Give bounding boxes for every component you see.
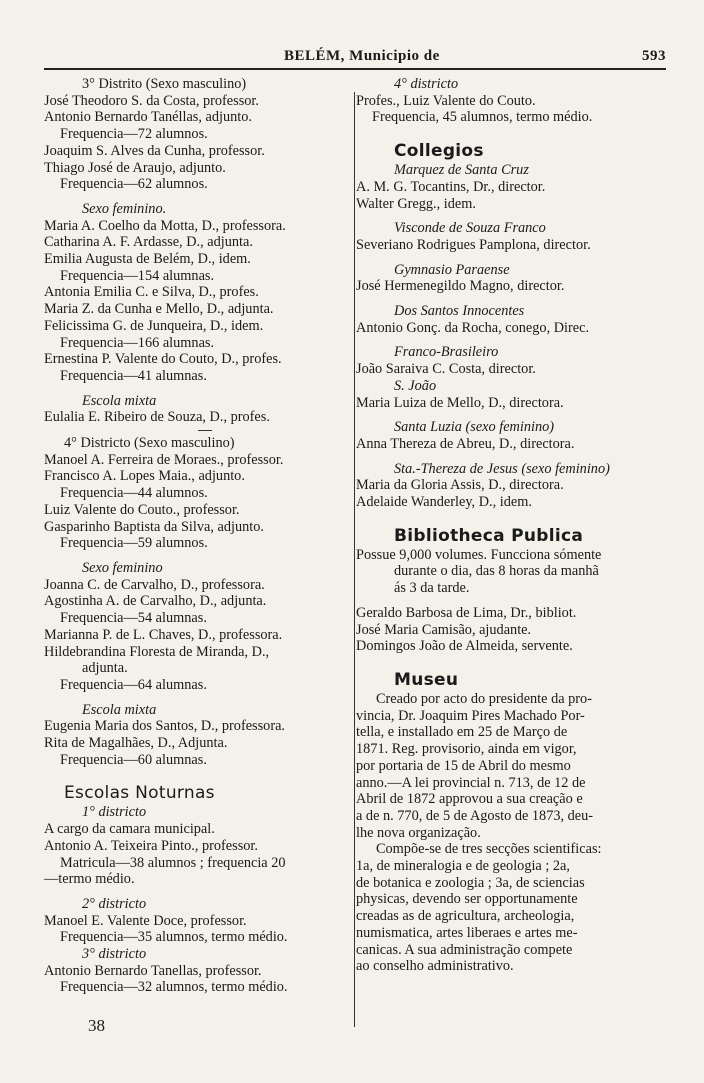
text-line: Adelaide Wanderley, D., idem.	[356, 494, 532, 511]
text-line: de botanica e zoologia ; 3a, de sciencias	[356, 874, 585, 891]
subheading-line: Santa Luzia (sexo feminino)	[394, 419, 555, 436]
text-line: physicas, devendo ser opportunamente	[356, 891, 578, 908]
text-line: Emilia Augusta de Belém, D., idem.	[44, 251, 251, 268]
text-line: Matricula—38 alumnos ; frequencia 20	[60, 854, 286, 871]
spacer	[356, 411, 668, 419]
text-line: Abril de 1872 approvou a sua creação e	[356, 791, 583, 808]
spacer	[44, 385, 362, 393]
text-line: 1871. Reg. provisorio, ainda em vigor,	[356, 741, 577, 758]
spacer	[44, 552, 362, 560]
signature-mark: 38	[88, 1016, 105, 1035]
subheading-line: Escola mixta	[82, 701, 157, 718]
text-line: ás 3 da tarde.	[394, 580, 470, 597]
spacer	[44, 694, 362, 702]
text-line: Frequencia—41 alumnas.	[60, 367, 207, 384]
text-line: Anna Thereza de Abreu, D., directora.	[356, 435, 575, 452]
text-line: anno.—A lei provincial n. 713, de 12 de	[356, 774, 586, 791]
header-rule	[44, 68, 666, 70]
text-line: Felicissima G. de Junqueira, D., idem.	[44, 317, 264, 334]
text-line: Frequencia—64 alumnas.	[60, 676, 207, 693]
spacer	[356, 254, 668, 262]
column-divider	[354, 92, 355, 1027]
subheading-line: Visconde de Souza Franco	[394, 220, 546, 237]
text-line: Domingos João de Almeida, servente.	[356, 638, 573, 655]
text-line: Frequencia—154 alumnas.	[60, 267, 215, 284]
subheading-line: Marquez de Santa Cruz	[394, 162, 529, 179]
text-line: Frequencia—44 alumnos.	[60, 485, 208, 502]
text-line: 1a, de mineralogia e de geologia ; 2a,	[356, 858, 570, 875]
page-number: 593	[642, 48, 666, 64]
text-line: Antonio Bernardo Tanellas, professor.	[44, 962, 262, 979]
text-line: Maria Z. da Cunha e Mello, D., adjunta.	[44, 301, 274, 318]
text-line: A cargo da camara municipal.	[44, 821, 215, 838]
text-line: José Maria Camisão, ajudante.	[356, 621, 532, 638]
section-heading: Escolas Noturnas	[64, 783, 215, 804]
spacer	[356, 453, 668, 461]
subheading-line: Escola mixta	[82, 392, 157, 409]
spacer	[44, 888, 362, 896]
subheading-line: Gymnasio Paraense	[394, 261, 510, 278]
spacer	[356, 126, 668, 140]
section-heading: Collegios	[394, 141, 484, 162]
text-line: 4° Districto (Sexo masculino)	[64, 435, 235, 452]
text-line: Maria Luiza de Mello, D., directora.	[356, 394, 564, 411]
text-line: Creado por acto do presidente da pro-	[376, 690, 592, 707]
text-line: 3° Distrito (Sexo masculino)	[82, 76, 247, 92]
text-line: Thiago José de Araujo, adjunto.	[44, 159, 226, 176]
spacer	[356, 597, 668, 605]
text-line: Profes., Luiz Valente do Couto.	[356, 92, 536, 109]
subheading-line: Sexo feminino	[82, 559, 163, 576]
text-line: Antonio Bernardo Tanéllas, adjunto.	[44, 109, 252, 126]
text-line: José Theodoro S. da Costa, professor.	[44, 92, 259, 109]
left-column	[44, 76, 362, 996]
text-line: adjunta.	[82, 660, 128, 677]
text-line: Manoel A. Ferreira de Moraes., professor.	[44, 451, 284, 468]
subheading-line: 1° districto	[82, 804, 147, 821]
section-heading: Museu	[394, 669, 459, 690]
section-rule	[198, 430, 212, 431]
spacer	[356, 336, 668, 344]
text-line: lhe nova organização.	[356, 824, 481, 841]
subheading-line: Dos Santos Innocentes	[394, 303, 525, 320]
text-line: Catharina A. F. Ardasse, D., adjunta.	[44, 234, 253, 251]
text-line: Joaquim S. Alves da Cunha, professor.	[44, 142, 265, 159]
text-line: Maria A. Coelho da Motta, D., professora.	[44, 217, 286, 234]
text-line: Francisco A. Lopes Maia., adjunto.	[44, 468, 245, 485]
text-line: Marianna P. de L. Chaves, D., professora.	[44, 626, 283, 643]
spacer	[356, 655, 668, 669]
text-line: Frequencia—59 alumnos.	[60, 535, 208, 552]
text-line: Luiz Valente do Couto., professor.	[44, 501, 240, 518]
text-line: Possue 9,000 volumes. Funcciona sómente	[356, 546, 602, 563]
text-line: Rita de Magalhães, D., Adjunta.	[44, 735, 228, 752]
text-line: Frequencia—54 alumnas.	[60, 610, 207, 627]
text-line: numismatica, artes liberaes e artes me-	[356, 924, 578, 941]
subheading-line: S. João	[394, 377, 437, 394]
text-line: Walter Gregg., idem.	[356, 195, 476, 212]
text-line: Frequencia, 45 alumnos, termo médio.	[372, 109, 593, 126]
section-heading: Bibliotheca Publica	[394, 525, 584, 546]
right-column	[356, 76, 668, 975]
text-line: Compõe-se de tres secções scientificas:	[376, 841, 602, 858]
spacer	[356, 212, 668, 220]
spacer	[44, 193, 362, 201]
text-line: —termo médio.	[44, 871, 135, 888]
text-line: por portaria de 15 de Abril do mesmo	[356, 757, 571, 774]
text-line: creadas as de agricultura, archeologia,	[356, 908, 575, 925]
subheading-line: Franco-Brasileiro	[394, 344, 499, 361]
text-line: Geraldo Barbosa de Lima, Dr., bibliot.	[356, 604, 577, 621]
text-line: Antonio A. Teixeira Pinto., professor.	[44, 837, 258, 854]
text-line: Joanna C. de Carvalho, D., professora.	[44, 576, 265, 593]
text-line: Frequencia—62 alumnos.	[60, 176, 208, 193]
text-line: A. M. G. Tocantins, Dr., director.	[356, 178, 546, 195]
running-title: BELÉM, Municipio de	[284, 48, 440, 64]
text-line: Antonia Emilia C. e Silva, D., profes.	[44, 284, 259, 301]
text-line: Antonio Gonç. da Rocha, conego, Direc.	[356, 319, 590, 336]
subheading-line: 2° districto	[82, 895, 147, 912]
text-line: Manoel E. Valente Doce, professor.	[44, 912, 247, 929]
text-line: Hildebrandina Floresta de Miranda, D.,	[44, 643, 270, 660]
text-line: Frequencia—166 alumnas.	[60, 334, 215, 351]
text-line: João Saraiva C. Costa, director.	[356, 361, 536, 378]
text-line: tella, e installado em 25 de Março de	[356, 724, 568, 741]
text-line: Frequencia—32 alumnos, termo médio.	[60, 979, 288, 996]
text-line: Frequencia—60 alumnas.	[60, 751, 207, 768]
spacer	[356, 295, 668, 303]
spacer	[356, 511, 668, 525]
text-line: vincia, Dr. Joaquim Pires Machado Por-	[356, 707, 585, 724]
text-line: Eugenia Maria dos Santos, D., professora.	[44, 718, 286, 735]
subheading-line: Sta.-Thereza de Jesus (sexo feminino)	[394, 460, 610, 477]
text-line: canicas. A sua administração compete	[356, 941, 573, 958]
subheading-line: Sexo feminino.	[82, 200, 167, 217]
text-line: Gasparinho Baptista da Silva, adjunto.	[44, 518, 264, 535]
text-line: José Hermenegildo Magno, director.	[356, 278, 565, 295]
text-line: Ernestina P. Valente do Couto, D., profes.	[44, 351, 282, 368]
subheading-line: 4° districto	[394, 76, 459, 92]
text-line: Eulalia E. Ribeiro de Souza, D., profes.	[44, 409, 270, 426]
text-line: a de n. 770, de 5 de Agosto de 1873, deu-	[356, 807, 594, 824]
text-line: ao conselho administrativo.	[356, 958, 514, 975]
text-line: Maria da Gloria Assis, D., directora.	[356, 477, 564, 494]
text-line: Severiano Rodrigues Pamplona, director.	[356, 236, 591, 253]
text-line: Agostinha A. de Carvalho, D., adjunta.	[44, 593, 267, 610]
spacer	[44, 768, 362, 782]
text-line: durante o dia, das 8 horas da manhã	[394, 563, 599, 580]
subheading-line: 3° districto	[82, 946, 147, 963]
text-line: Frequencia—35 alumnos, termo médio.	[60, 929, 288, 946]
text-line: Frequencia—72 alumnos.	[60, 126, 208, 143]
